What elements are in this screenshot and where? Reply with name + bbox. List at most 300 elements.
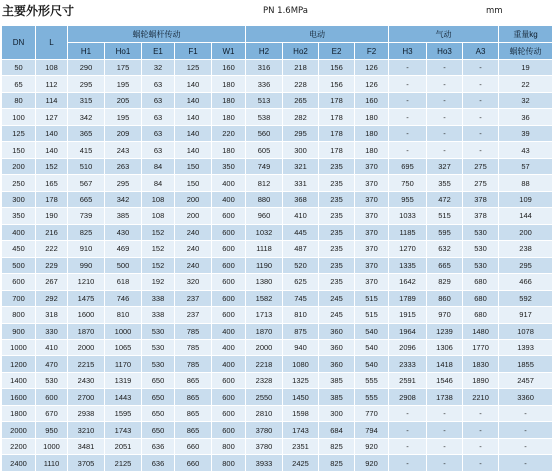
table-row [2,257,553,273]
table-cell: 660 [175,438,212,454]
table-cell: 3481 [68,438,105,454]
table-cell: 515 [355,290,389,306]
table-cell: 400 [212,339,246,355]
table-cell: 1642 [389,274,427,290]
table-cell: 180 [355,142,389,158]
table-cell: - [463,60,499,76]
table-cell: 684 [319,422,355,438]
table-cell: 245 [319,307,355,323]
table-cell: 875 [283,323,319,339]
sub-header-worm-drive: 蜗轮传动 [499,43,553,60]
sub-header-f2: F2 [355,43,389,60]
table-cell: 739 [68,208,105,224]
table-cell: 108 [142,191,175,207]
table-cell: 370 [355,208,389,224]
table-cell: - [389,455,427,472]
table-cell: 650 [142,389,175,405]
table-cell: 920 [355,438,389,454]
group-header-row [2,26,553,43]
table-cell: 2700 [68,389,105,405]
table-cell: 665 [68,191,105,207]
table-cell: 530 [463,257,499,273]
table-cell: 680 [463,307,499,323]
table-cell: 22 [499,76,553,92]
table-cell: 1800 [2,405,36,421]
page-title: 主要外形尺寸 [2,4,75,18]
table-cell: 865 [175,372,212,388]
table-row [2,241,553,257]
table-cell: 515 [427,208,463,224]
table-cell: 2215 [68,356,105,372]
table-cell: 240 [175,224,212,240]
table-cell: 1475 [68,290,105,306]
table-cell: 865 [175,405,212,421]
table-cell: 295 [68,76,105,92]
table-cell: 63 [142,92,175,108]
table-row [2,191,553,207]
table-cell: 378 [463,208,499,224]
sub-header-e1: E1 [142,43,175,60]
table-cell: 114 [36,92,68,108]
table-cell: 770 [355,405,389,421]
table-cell: 331 [283,175,319,191]
table-cell: 360 [319,339,355,355]
table-cell: 865 [175,422,212,438]
table-cell: 32 [499,92,553,108]
table-cell: 180 [212,142,246,158]
table-cell: 292 [36,290,68,306]
table-cell: 1738 [427,389,463,405]
table-cell: 1855 [499,356,553,372]
table-row [2,125,553,141]
table-cell: - [463,405,499,421]
pressure-rating: PN 1.6MPa [263,6,308,16]
table-cell: 538 [246,109,283,125]
sub-header-w1: W1 [212,43,246,60]
table-cell: 530 [36,372,68,388]
table-cell: 378 [463,191,499,207]
table-cell: 695 [389,158,427,174]
table-cell: 365 [68,125,105,141]
table-cell: 600 [212,389,246,405]
table-cell: 152 [36,158,68,174]
table-cell: 530 [142,339,175,355]
table-cell: 560 [246,125,283,141]
table-cell: 318 [36,307,68,323]
table-cell: 336 [246,76,283,92]
table-cell: 192 [142,274,175,290]
table-cell: 178 [319,142,355,158]
table-cell: 1190 [246,257,283,273]
table-cell: 1713 [246,307,283,323]
table-cell: 125 [2,125,36,141]
table-body [2,60,553,472]
table-cell: 84 [142,175,175,191]
table-cell: 466 [499,274,553,290]
table-cell: - [463,92,499,108]
table-cell: 500 [2,257,36,273]
table-cell: 600 [212,422,246,438]
table-cell: 920 [355,455,389,472]
table-cell: 1270 [389,241,427,257]
table-row [2,76,553,92]
table-cell: 510 [68,158,105,174]
table-cell: 400 [212,175,246,191]
table-cell: 530 [463,241,499,257]
table-cell: 1032 [246,224,283,240]
table-cell: 1743 [105,422,142,438]
sub-header-ho2: Ho2 [283,43,319,60]
table-cell: 1400 [2,372,36,388]
table-cell: 810 [283,307,319,323]
table-cell: 2051 [105,438,142,454]
table-cell: 235 [319,175,355,191]
table-cell: 370 [355,191,389,207]
table-cell: 228 [283,76,319,92]
table-cell: 1789 [389,290,427,306]
table-cell: 216 [36,224,68,240]
table-cell: 670 [36,405,68,421]
table-cell: 175 [105,60,142,76]
table-cell: 109 [499,191,553,207]
table-cell: 36 [499,109,553,125]
table-cell: 1870 [246,323,283,339]
table-cell: 355 [427,175,463,191]
table-cell: 178 [319,125,355,141]
table-cell: 1200 [2,356,36,372]
table-cell: 180 [212,92,246,108]
table-cell: 80 [2,92,36,108]
table-cell: - [427,92,463,108]
table-cell: 39 [499,125,553,141]
table-cell: 880 [246,191,283,207]
table-cell: 2550 [246,389,283,405]
table-cell: 1078 [499,323,553,339]
table-cell: 520 [283,257,319,273]
table-cell: 265 [283,92,319,108]
table-cell: 125 [175,60,212,76]
table-cell: 530 [142,356,175,372]
table-cell: 1000 [36,438,68,454]
table-cell: 567 [68,175,105,191]
table-cell: 555 [355,372,389,388]
table-cell: 370 [355,241,389,257]
table-cell: 900 [2,323,36,339]
table-cell: 316 [246,60,283,76]
table-cell: 632 [427,241,463,257]
table-cell: 749 [246,158,283,174]
table-cell: 200 [2,158,36,174]
table-cell: 1080 [283,356,319,372]
table-cell: 1770 [463,339,499,355]
table-cell: 600 [212,372,246,388]
table-cell: 955 [389,191,427,207]
table-cell: 829 [427,274,463,290]
table-cell: 243 [105,142,142,158]
table-cell: 295 [499,257,553,273]
table-cell: 140 [175,92,212,108]
table-cell: 385 [319,389,355,405]
table-cell: 917 [499,307,553,323]
table-row [2,109,553,125]
table-cell: 165 [36,175,68,191]
table-cell: 3780 [246,422,283,438]
table-cell: 785 [175,323,212,339]
sub-header-a3: A3 [463,43,499,60]
table-cell: - [463,438,499,454]
table-cell: 2400 [2,455,36,472]
table-cell: 825 [319,438,355,454]
table-cell: 555 [355,389,389,405]
table-cell: 235 [319,208,355,224]
table-cell: 126 [355,60,389,76]
table-cell: 1118 [246,241,283,257]
table-cell: 3705 [68,455,105,472]
table-cell: 600 [212,405,246,421]
page-header [0,0,512,24]
table-cell: 152 [142,257,175,273]
table-cell: 275 [463,158,499,174]
table-cell: 1170 [105,356,142,372]
table-cell: 990 [68,257,105,273]
table-cell: 960 [246,208,283,224]
table-cell: 282 [283,109,319,125]
table-cell: 327 [427,158,463,174]
table-cell: 140 [175,109,212,125]
table-cell: 127 [36,109,68,125]
table-cell: 600 [36,389,68,405]
table-cell: 800 [212,455,246,472]
table-cell: 57 [499,158,553,174]
table-cell: 530 [142,323,175,339]
table-cell: 445 [283,224,319,240]
table-cell: - [389,405,427,421]
table-cell: 178 [36,191,68,207]
header-dn: DN [2,26,36,60]
table-cell: 300 [319,405,355,421]
table-cell: 865 [175,389,212,405]
sub-header-f1: F1 [175,43,212,60]
header-weight: 重量kg [499,26,553,43]
table-row [2,356,553,372]
table-cell: 2328 [246,372,283,388]
table-row [2,290,553,306]
table-cell: 370 [355,175,389,191]
table-row [2,438,553,454]
table-cell: - [427,109,463,125]
header-worm-gear: 蜗轮蜗杆传动 [68,26,246,43]
sub-header-ho1: Ho1 [105,43,142,60]
table-cell: 1964 [389,323,427,339]
table-row [2,372,553,388]
table-cell: 235 [319,224,355,240]
table-row [2,274,553,290]
table-cell: 200 [499,224,553,240]
table-cell: 745 [283,290,319,306]
table-cell: 342 [68,109,105,125]
table-cell: 1393 [499,339,553,355]
table-cell: 126 [355,76,389,92]
table-cell: 275 [463,175,499,191]
table-cell: 368 [283,191,319,207]
table-row [2,422,553,438]
table-cell: 2200 [2,438,36,454]
table-cell: 385 [319,372,355,388]
table-cell: 415 [68,142,105,158]
table-cell: 940 [283,339,319,355]
table-cell: 1325 [283,372,319,388]
table-cell: 605 [246,142,283,158]
table-cell: 1830 [463,356,499,372]
table-cell: 140 [36,125,68,141]
table-cell: - [499,438,553,454]
table-cell: - [389,422,427,438]
table-cell: 2218 [246,356,283,372]
table-cell: 350 [212,158,246,174]
table-cell: 178 [319,109,355,125]
table-cell: 235 [319,158,355,174]
table-cell: 540 [355,339,389,355]
table-cell: 180 [355,125,389,141]
table-cell: 360 [319,356,355,372]
table-row [2,92,553,108]
table-cell: 470 [36,356,68,372]
table-cell: 32 [142,60,175,76]
header-l: L [36,26,68,60]
table-cell: 592 [499,290,553,306]
table-cell: 600 [212,208,246,224]
table-row [2,405,553,421]
table-cell: 600 [212,224,246,240]
table-cell: 400 [212,356,246,372]
table-cell: 2425 [283,455,319,472]
table-cell: 650 [142,372,175,388]
table-cell: 600 [212,257,246,273]
table-cell: 970 [427,307,463,323]
table-cell: 290 [68,60,105,76]
table-cell: 625 [283,274,319,290]
table-cell: 245 [319,290,355,306]
table-cell: 540 [355,323,389,339]
table-cell: 338 [142,290,175,306]
table-cell: 152 [142,224,175,240]
table-cell: - [463,455,499,472]
table-cell: 410 [283,208,319,224]
table-cell: 636 [142,438,175,454]
table-cell: 650 [142,422,175,438]
table-cell: 235 [319,257,355,273]
table-cell: 3360 [499,389,553,405]
table-cell: 950 [36,422,68,438]
table-cell: 263 [105,158,142,174]
table-cell: 1546 [427,372,463,388]
table-cell: 487 [283,241,319,257]
table-cell: - [427,438,463,454]
table-cell: 1210 [68,274,105,290]
table-cell: 108 [142,208,175,224]
table-cell: 810 [105,307,142,323]
table-cell: 320 [175,274,212,290]
table-cell: 370 [355,274,389,290]
sub-header-h3: H3 [389,43,427,60]
table-cell: 150 [175,175,212,191]
sub-header-ho3: Ho3 [427,43,463,60]
table-cell: 410 [36,339,68,355]
table-cell: 2333 [389,356,427,372]
table-row [2,158,553,174]
table-cell: 180 [355,109,389,125]
table-cell: 794 [355,422,389,438]
table-cell: 150 [175,158,212,174]
table-cell: 1595 [105,405,142,421]
table-cell: 240 [175,257,212,273]
table-cell: 330 [36,323,68,339]
table-cell: 2000 [246,339,283,355]
table-cell: 43 [499,142,553,158]
table-row [2,307,553,323]
table-cell: 3210 [68,422,105,438]
table-cell: 1418 [427,356,463,372]
table-cell: - [427,60,463,76]
table-cell: 450 [2,241,36,257]
table-cell: 84 [142,158,175,174]
table-cell: 267 [36,274,68,290]
table-cell: 665 [427,257,463,273]
table-cell: 1033 [389,208,427,224]
table-cell: 156 [319,60,355,76]
table-cell: 140 [175,125,212,141]
table-cell: 2096 [389,339,427,355]
table-cell: 2457 [499,372,553,388]
header-pneumatic: 气动 [389,26,499,43]
table-cell: - [463,109,499,125]
table-cell: 338 [142,307,175,323]
table-cell: 600 [212,307,246,323]
table-cell: 1890 [463,372,499,388]
table-cell: 160 [212,60,246,76]
sub-header-e2: E2 [319,43,355,60]
table-cell: 150 [2,142,36,158]
table-row [2,208,553,224]
table-cell: 235 [319,274,355,290]
table-row [2,389,553,405]
table-cell: 200 [175,191,212,207]
table-cell: 370 [355,224,389,240]
table-cell: 160 [355,92,389,108]
table-cell: 1380 [246,274,283,290]
table-cell: 235 [319,241,355,257]
table-cell: 50 [2,60,36,76]
table-cell: 385 [105,208,142,224]
table-cell: 222 [36,241,68,257]
table-cell: 178 [319,92,355,108]
table-cell: 144 [499,208,553,224]
table-cell: 63 [142,76,175,92]
table-cell: 180 [212,76,246,92]
table-cell: 295 [105,175,142,191]
table-cell: - [499,405,553,421]
table-cell: 1870 [68,323,105,339]
table-cell: - [389,92,427,108]
table-cell: 1915 [389,307,427,323]
table-cell: 430 [105,224,142,240]
table-cell: 2000 [68,339,105,355]
table-cell: 1065 [105,339,142,355]
table-cell: 800 [2,307,36,323]
table-cell: 190 [36,208,68,224]
table-row [2,455,553,472]
table-cell: 540 [355,356,389,372]
